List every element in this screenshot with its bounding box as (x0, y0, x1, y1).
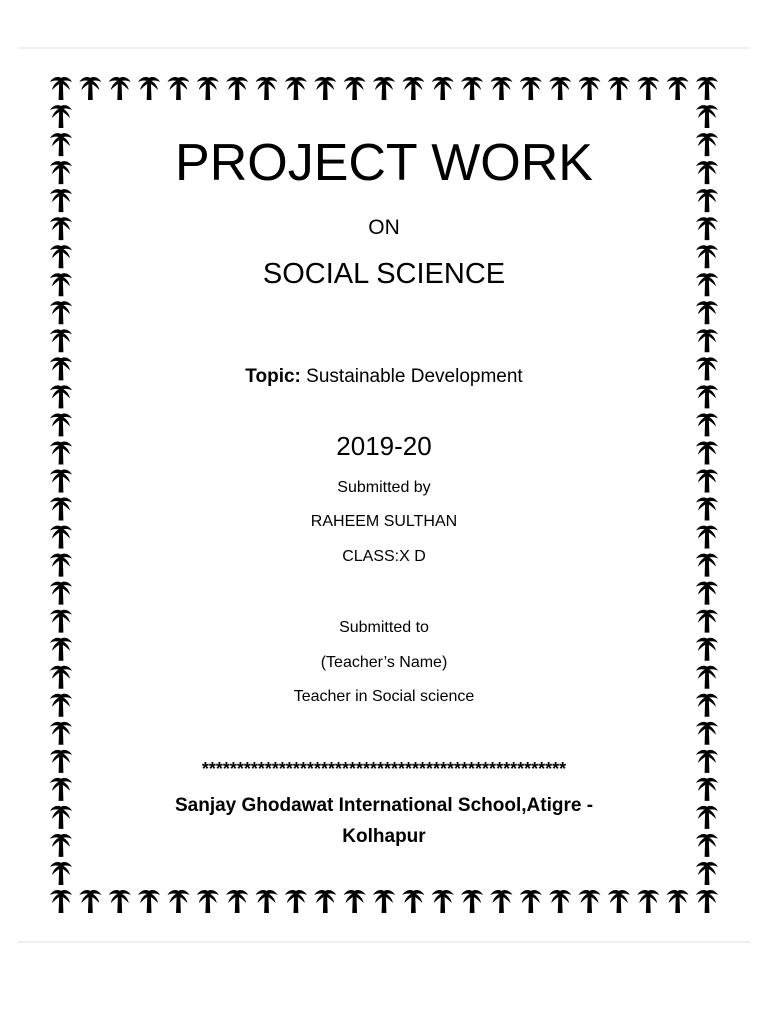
palm-tree-icon (256, 77, 278, 100)
palm-tree-icon (197, 890, 219, 913)
palm-tree-icon (667, 890, 689, 913)
palm-tree-icon (696, 722, 718, 745)
palm-tree-icon (608, 77, 630, 100)
palm-tree-icon (696, 806, 718, 829)
palm-tree-icon (696, 161, 718, 184)
palm-tree-icon (549, 77, 571, 100)
school-name-line2: Kolhapur (342, 826, 426, 847)
palm-tree-icon (579, 890, 601, 913)
palm-tree-icon (138, 77, 160, 100)
palm-tree-icon (696, 385, 718, 408)
palm-tree-icon (50, 413, 72, 436)
palm-tree-icon (50, 301, 72, 324)
palm-tree-icon (50, 105, 72, 128)
palm-tree-icon (50, 694, 72, 717)
palm-tree-icon (50, 582, 72, 605)
palm-tree-icon (696, 217, 718, 240)
palm-tree-icon (109, 77, 131, 100)
palm-tree-icon (373, 890, 395, 913)
palm-tree-icon (50, 441, 72, 464)
topic-value: Sustainable Development (300, 366, 523, 387)
on-label: ON (368, 216, 400, 239)
student-class: CLASS:X D (342, 548, 426, 565)
school-name-line1: Sanjay Ghodawat International School,Atigre - (174, 795, 594, 816)
palm-tree-icon (402, 77, 424, 100)
palm-tree-icon (50, 217, 72, 240)
palm-tree-icon (696, 470, 718, 493)
palm-tree-icon (50, 77, 72, 100)
palm-tree-icon (226, 890, 248, 913)
palm-tree-icon (461, 890, 483, 913)
palm-tree-icon (50, 385, 72, 408)
palm-tree-icon (696, 273, 718, 296)
palm-tree-icon (696, 750, 718, 773)
palm-tree-icon (696, 133, 718, 156)
palm-tree-icon (696, 189, 718, 212)
teacher-role: Teacher in Social science (293, 688, 475, 705)
palm-tree-icon (432, 890, 454, 913)
topic-line (80, 365, 688, 389)
palm-tree-icon (696, 77, 718, 100)
palm-tree-icon (50, 666, 72, 689)
palm-tree-icon (667, 77, 689, 100)
palm-tree-icon (50, 890, 72, 913)
palm-tree-icon (520, 77, 542, 100)
palm-tree-icon (314, 77, 336, 100)
palm-tree-icon (50, 750, 72, 773)
palm-tree-icon (696, 301, 718, 324)
project-title: PROJECT WORK (175, 134, 593, 192)
palm-tree-icon (608, 890, 630, 913)
palm-tree-icon (50, 834, 72, 857)
submitted-by-label: Submitted by (337, 479, 431, 496)
palm-tree-icon (50, 862, 72, 885)
palm-tree-icon (490, 890, 512, 913)
palm-tree-icon (696, 413, 718, 436)
palm-tree-icon (50, 470, 72, 493)
palm-tree-icon (696, 441, 718, 464)
palm-tree-icon (197, 77, 219, 100)
palm-tree-icon (285, 890, 307, 913)
palm-tree-icon (50, 722, 72, 745)
palm-tree-icon (50, 357, 72, 380)
palm-tree-icon (696, 610, 718, 633)
palm-tree-icon (50, 273, 72, 296)
palm-tree-icon (549, 890, 571, 913)
palm-tree-icon (50, 554, 72, 577)
palm-tree-icon (696, 582, 718, 605)
palm-tree-icon (696, 834, 718, 857)
palm-tree-icon (696, 329, 718, 352)
palm-tree-icon (696, 890, 718, 913)
palm-tree-icon (50, 638, 72, 661)
palm-tree-icon (696, 357, 718, 380)
palm-tree-icon (637, 890, 659, 913)
palm-tree-icon (50, 161, 72, 184)
palm-tree-icon (696, 105, 718, 128)
palm-tree-icon (79, 77, 101, 100)
palm-tree-icon (50, 133, 72, 156)
palm-tree-icon (696, 498, 718, 521)
subject-heading: SOCIAL SCIENCE (262, 258, 506, 290)
academic-year: 2019-20 (336, 431, 432, 461)
palm-tree-icon (579, 77, 601, 100)
palm-tree-icon (344, 77, 366, 100)
teacher-name: (Teacher’s Name) (320, 654, 448, 671)
topic-label: Topic: (245, 366, 301, 387)
palm-tree-icon (461, 77, 483, 100)
palm-tree-icon (696, 638, 718, 661)
palm-tree-icon (373, 77, 395, 100)
palm-tree-icon (696, 245, 718, 268)
palm-tree-icon (50, 329, 72, 352)
palm-tree-icon (402, 890, 424, 913)
palm-tree-icon (696, 554, 718, 577)
palm-tree-icon (109, 890, 131, 913)
palm-tree-icon (50, 806, 72, 829)
palm-tree-icon (432, 77, 454, 100)
palm-tree-icon (490, 77, 512, 100)
palm-tree-icon (637, 77, 659, 100)
palm-tree-icon (696, 862, 718, 885)
palm-tree-icon (50, 189, 72, 212)
student-name: RAHEEM SULTHAN (310, 513, 458, 530)
palm-tree-icon (696, 778, 718, 801)
palm-tree-icon (314, 890, 336, 913)
palm-tree-icon (138, 890, 160, 913)
palm-tree-icon (696, 694, 718, 717)
palm-tree-icon (696, 526, 718, 549)
palm-tree-icon (50, 778, 72, 801)
palm-tree-icon (520, 890, 542, 913)
palm-tree-icon (50, 498, 72, 521)
star-separator: **************************************************** (201, 759, 567, 779)
palm-tree-icon (344, 890, 366, 913)
palm-tree-icon (50, 245, 72, 268)
palm-tree-icon (50, 526, 72, 549)
palm-tree-icon (167, 890, 189, 913)
palm-tree-icon (79, 890, 101, 913)
palm-tree-icon (226, 77, 248, 100)
palm-tree-icon (256, 890, 278, 913)
palm-tree-icon (696, 666, 718, 689)
palm-tree-icon (167, 77, 189, 100)
submitted-to-label: Submitted to (339, 619, 429, 636)
palm-tree-icon (50, 610, 72, 633)
palm-tree-icon (285, 77, 307, 100)
